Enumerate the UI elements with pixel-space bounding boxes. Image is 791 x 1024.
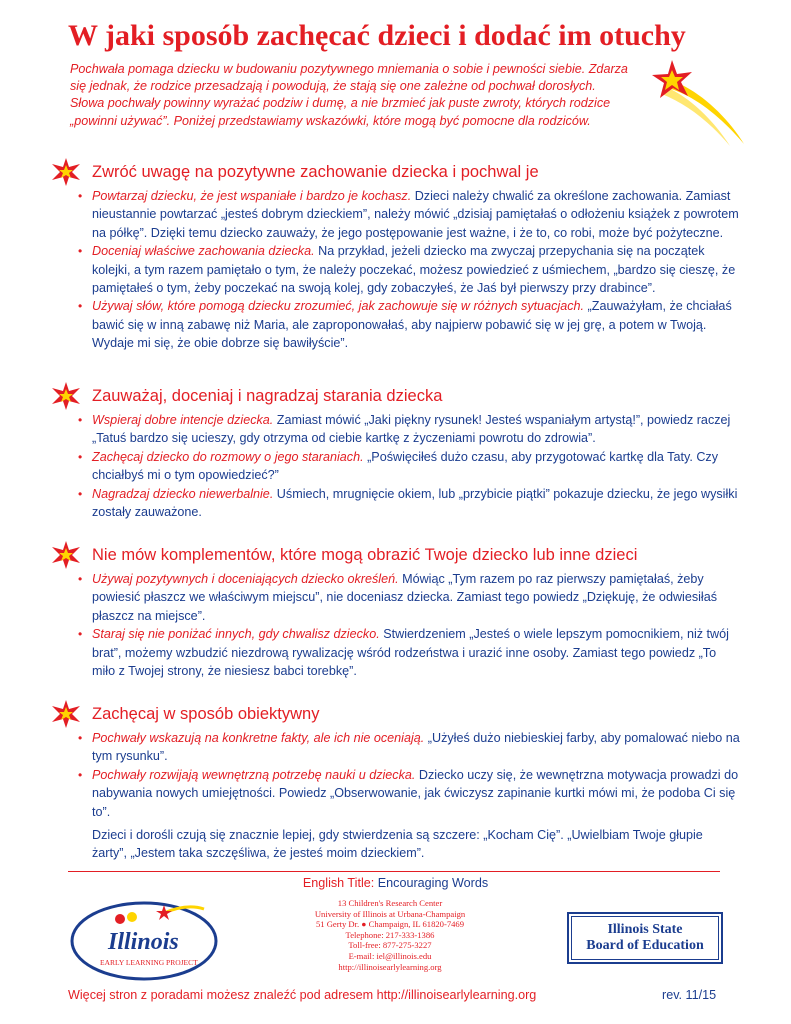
section-2 xyxy=(50,383,740,521)
logo-wordmark: Illinois xyxy=(108,929,179,955)
intro-paragraph: Pochwała pomaga dziecku w budowaniu pozytywnego mniemania o sobie i pewności siebie. Zdarza się jednak, że rodzice przesadzają i powodują, że stają się one zależne od pochwał dorosłych. Słowa pochwały powinny wyrażać podziw i dumę, a nie brzmieć jak puste zwroty, których rodzice „powinni używać”. Poniżej przedstawiamy wskazówki, które mogą być pomocne dla rodziców. xyxy=(70,62,628,128)
isbe-logo: Illinois State Board of Education xyxy=(567,912,723,964)
list-item: • Używaj pozytywnych i doceniających dziecko określeń. Mówiąc „Tym razem po raz pierwszy pamiętałaś, żeby powiesić płaszcz we właściwym miejscu”, nie doceniasz dziecka. Zamiast tego powiedz „Dziękuję, że odwiesiłaś płaszcz na miejsce”. xyxy=(78,572,718,623)
list-item: • Wspieraj dobre intencje dziecka. Zamiast mówić „Jaki piękny rysunek! Jesteś wspaniałym artystą!”, powiedz raczej „Tatuś bardzo się ucieszy, gdy otrzyma od ciebie kartkę z życzeniami powrotu do zdrowia”. xyxy=(78,413,731,446)
list-item: • Staraj się nie poniżać innych, gdy chwalisz dziecko. Stwierdzeniem „Jesteś o wiele lepszym pomocnikiem, niż twój brat”, możemy wzbudzić niezdrową rywalizację wśród rodzeństwa i urazić inne osoby. Zamiast tego powiedz „To miło z Twojej strony, że niesiesz babci torebkę”. xyxy=(78,627,729,679)
list-item: • Doceniaj właściwe zachowania dziecka. Na przykład, jeżeli dziecko ma zwyczaj przepychania się na początek kolejki, a tym razem pamiętało o tym, że należy poczekać, możesz powiedzieć z uśmiechem, „bardzo się cieszę, że pamiętałeś o tym, żeby poczekać na swoją kolej, gdy zobaczyłeś, że Jaś był pierwszy przy drabince”. xyxy=(78,244,736,296)
english-title: English Title: Encouraging Words xyxy=(302,876,489,890)
star-icon xyxy=(50,158,82,186)
section-title: Zauważaj, doceniaj i nagradzaj starania dziecka xyxy=(92,386,443,405)
list-item: • Pochwały wskazują na konkretne fakty, ale ich nie oceniają. „Użyłeś dużo niebieskiej farby, aby pomalować niebo na tym rysunku”. xyxy=(78,731,740,764)
shooting-star-icon xyxy=(640,58,750,148)
illinois-early-learning-logo xyxy=(68,893,224,983)
page-title: W jaki sposób zachęcać dzieci i dodać im otuchy xyxy=(68,19,686,52)
closing-paragraph: Dzieci i dorośli czują się znacznie lepiej, gdy stwierdzenia są szczere: „Kocham Cię”. „Uwielbiam Twoje głupie żarty”, „Jestem taka szczęśliwa, że jesteś moim dzieckiem”. xyxy=(92,828,703,861)
contact-address: 13 Children's Research Center University of Illinois at Urbana-Champaign 51 Gerty Dr. ● Champaign, IL 61820-7469 Telephone: 217-333-1386 Toll-free: 877-275-3227 E-mail: iel@illinois.edu http://illinoisearlylearning.org xyxy=(240,898,540,972)
list-item: • Nagradzaj dziecko niewerbalnie. Uśmiech, mrugnięcie okiem, lub „przybicie piątki” pokazuje dziecku, że jego wysiłki zostały zauważone. xyxy=(78,486,738,520)
email-link[interactable]: E-mail: iel@illinois.edu xyxy=(348,950,432,961)
section-3 xyxy=(50,542,740,680)
list-item: • Powtarzaj dziecku, że jest wspaniałe i bardzo je kochasz. Dzieci należy chwalić za określone zachowania. Zamiast nieustannie powtarzać „jesteś dobrym dzieckiem”, należy mówić „dzisiaj pamiętałaś o odłożeniu książek z powrotem na półkę”. Dzięki temu dziecko zauważy, że jego postępowanie jest ważne, i że to, co robi, może być pożyteczne. xyxy=(78,189,739,240)
divider xyxy=(68,871,720,872)
list-item: • Pochwały rozwijają wewnętrzną potrzebę nauki u dziecka. Dziecko uczy się, że wewnętrzna motywacja prowadzi do nabywania nowych umiejętności. Powiedz „Obserwowanie, jak ćwiczysz zapinanie kurtki mówi mi, że podoba Ci się to”. xyxy=(78,767,739,819)
list-item: • Zachęcaj dziecko do rozmowy o jego staraniach. „Poświęciłeś dużo czasu, aby przygotować kartkę dla Taty. Czy chciałbyś mi o tym opowiedzieć?” xyxy=(78,449,719,483)
section-title: Nie mów komplementów, które mogą obrazić Twoje dziecko lub inne dzieci xyxy=(92,545,638,564)
section-4 xyxy=(50,701,740,821)
footer-link[interactable]: Więcej stron z poradami możesz znaleźć pod adresem http://illinoisearlylearning.org xyxy=(68,988,537,1002)
star-icon xyxy=(50,382,82,410)
section-1 xyxy=(50,159,740,353)
logo-subtitle: EARLY LEARNING PROJECT xyxy=(100,958,198,967)
list-item: • Używaj słów, które pomogą dziecku zrozumieć, jak zachowuje się w różnych sytuacjach. „Zauważyłam, że chciałaś bawić się w inną zabawę niż Maria, ale zaproponowałaś, aby najpierw pobawić się w jej grę, a potem w Twoją. Wydaje mi się, że obie dobrze się bawiłyście”. xyxy=(78,299,732,351)
website-link[interactable]: http://illinoisearlylearning.org xyxy=(338,961,442,972)
section-title: Zachęcaj w sposób obiektywny xyxy=(92,704,320,723)
revision-date: rev. 11/15 xyxy=(662,988,717,1002)
section-title: Zwróć uwagę na pozytywne zachowanie dziecka i pochwal je xyxy=(92,162,539,181)
star-icon xyxy=(50,541,82,569)
star-icon xyxy=(50,700,82,728)
